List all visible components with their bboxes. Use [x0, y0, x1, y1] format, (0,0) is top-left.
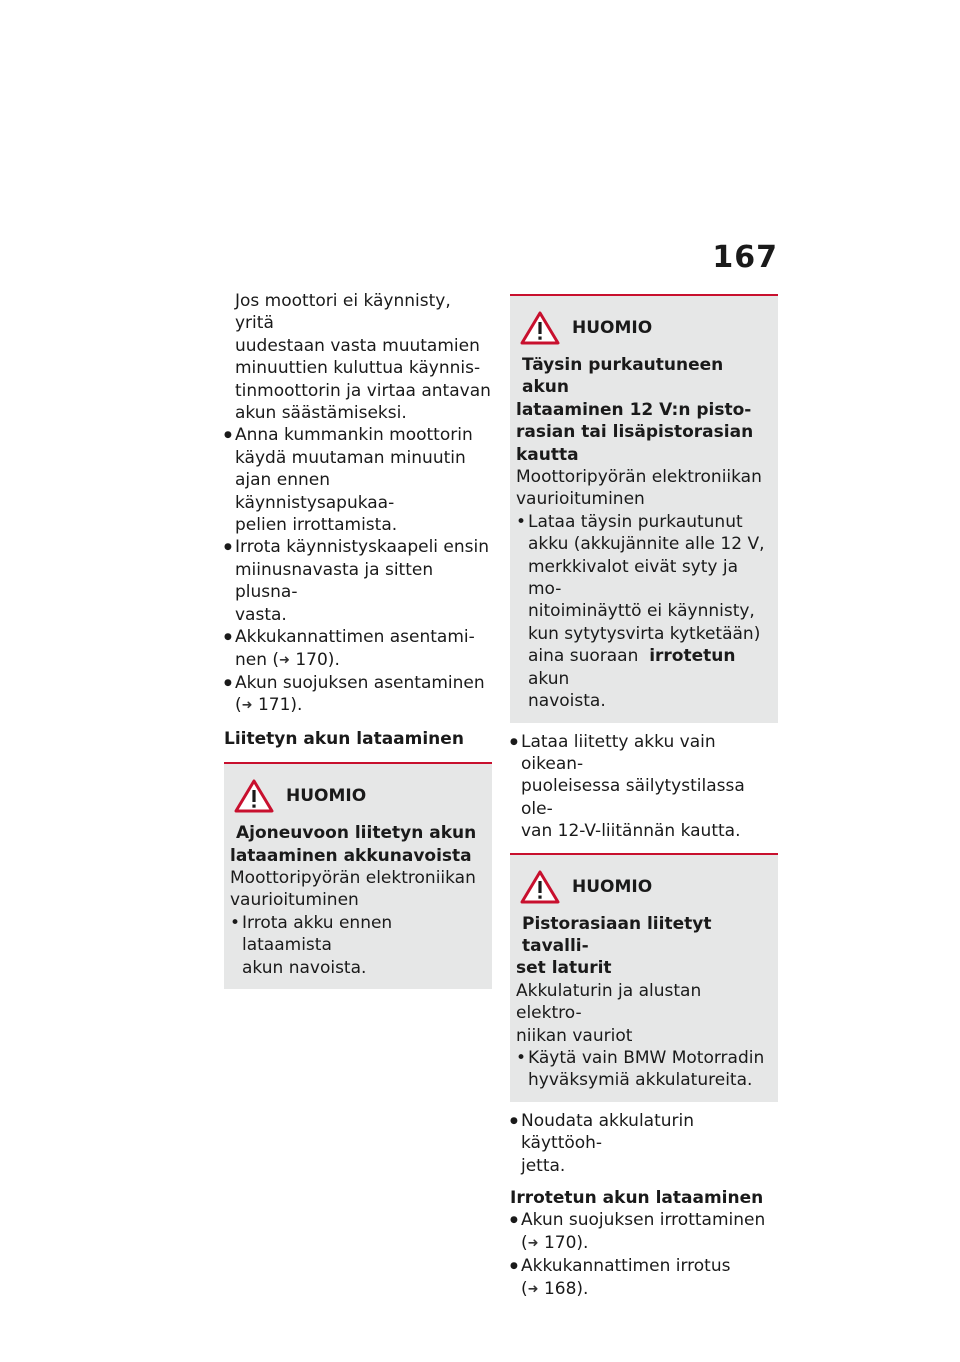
bullet-line: ● Noudata akkulaturin käyttöoh- — [521, 1110, 695, 1154]
sub-line — [528, 645, 772, 690]
notice-text: vaurioituminen — [516, 489, 645, 510]
right-column — [510, 294, 778, 1301]
page-number: 167 — [712, 240, 778, 275]
bullet-item — [224, 626, 492, 672]
ref-page: 171). — [257, 695, 303, 716]
ref-page: 170). — [295, 649, 340, 670]
bullet-line: ● Lataa liitetty akku vain oikean- — [521, 731, 716, 774]
bullet-line: ● Akkukannattimen asentami- — [235, 627, 475, 648]
bullet-line: jetta. — [521, 1155, 566, 1176]
sub-line: navoista. — [528, 691, 606, 712]
notice-box — [510, 294, 778, 723]
sub-line: • Käytä vain BMW Motorradin — [528, 1047, 765, 1068]
bullet-line: puoleisessa säilytystilassa ole- — [521, 776, 745, 819]
notice-title: Ajoneuvoon liitetyn akun — [236, 823, 477, 844]
bullet-line: vasta. — [235, 604, 287, 625]
notice-title: Pistorasiaan liitetyt tavalli- — [522, 913, 712, 956]
bullet-item — [510, 731, 778, 843]
left-column — [224, 290, 492, 997]
notice-box — [224, 762, 492, 989]
ref-prefix: nen ( — [235, 649, 280, 670]
page-reference-arrow-icon: ➜ — [241, 698, 253, 714]
sub-line: akku (akkujännite alle 12 V, — [528, 534, 765, 555]
notice-title: rasian tai lisäpistorasian — [516, 422, 754, 443]
notice-header — [516, 865, 772, 909]
warning-triangle-icon — [234, 779, 274, 813]
sub-text: aina suoraan — [528, 646, 639, 667]
bullet-line: ● Akun suojuksen asentaminen — [235, 672, 485, 693]
bullet-item — [510, 1255, 778, 1301]
bullet-line: ajan ennen käynnistysapukaa- — [235, 470, 395, 513]
notice-header — [230, 774, 486, 818]
bullet-line: ● Akkukannattimen irrotus — [521, 1256, 731, 1277]
sub-line: akun navoista. — [242, 957, 367, 978]
bullet-line: käydä muutaman minuutin — [235, 447, 466, 468]
notice-text: Moottoripyörän elektroniikan — [230, 867, 476, 888]
bullet-item — [224, 672, 492, 718]
notice-label: HUOMIO — [572, 876, 653, 897]
notice-header — [516, 306, 772, 350]
bullet-item — [510, 1110, 778, 1177]
intro-line: minuuttien kuluttua käynnis- — [235, 358, 481, 379]
page-reference-arrow-icon: ➜ — [527, 1281, 539, 1297]
notice-text: niikan vauriot — [516, 1025, 633, 1046]
bullet-line: ● Akun suojuksen irrottaminen — [521, 1210, 766, 1231]
ref-prefix: ( — [521, 1278, 528, 1299]
bullet-item — [224, 424, 492, 536]
bullet-line: miinusnavasta ja sitten plusna- — [235, 559, 434, 603]
section-heading: Irrotetun akun lataaminen — [510, 1188, 764, 1208]
notice-label: HUOMIO — [572, 318, 653, 338]
notice-title: kautta — [516, 444, 579, 465]
notice-text: vaurioituminen — [230, 890, 359, 911]
ref-prefix: ( — [521, 1232, 528, 1253]
notice-text: Akkulaturin ja alustan elektro- — [516, 980, 702, 1024]
intro-paragraph — [224, 290, 492, 424]
warning-triangle-icon — [520, 870, 560, 904]
page-reference[interactable] — [521, 1278, 778, 1301]
bullet-item — [510, 1209, 778, 1255]
page-reference[interactable] — [521, 1232, 778, 1255]
page-reference[interactable] — [235, 694, 492, 717]
notice-title: lataaminen akkunavoista — [230, 845, 472, 866]
notice-text: Moottoripyörän elektroniikan — [516, 467, 762, 488]
intro-line: Jos moottori ei käynnisty, yritä — [235, 291, 451, 334]
notice-title: lataaminen 12 V:n pisto- — [516, 399, 752, 420]
notice-box — [510, 853, 778, 1102]
page-reference-arrow-icon: ➜ — [279, 652, 290, 668]
ref-prefix: ( — [235, 695, 242, 716]
sub-line: • Irrota akku ennen lataamista — [242, 912, 393, 956]
sub-text: akun — [528, 668, 570, 689]
bullet-line: ● Anna kummankin moottorin — [235, 425, 473, 446]
page-reference-arrow-icon: ➜ — [527, 1235, 539, 1251]
notice-sub-item — [516, 511, 772, 713]
sub-line: • Lataa täysin purkautunut — [528, 511, 743, 532]
notice-label: HUOMIO — [286, 786, 367, 807]
sub-emphasis: irrotetun — [649, 646, 736, 667]
bullet-item — [224, 536, 492, 626]
sub-line: nitoiminäyttö ei käynnisty, — [528, 601, 755, 622]
intro-line: akun säästämiseksi. — [235, 403, 407, 424]
ref-page: 168). — [543, 1278, 589, 1299]
ref-page: 170). — [543, 1232, 589, 1253]
sub-line: kun sytytysvirta kytketään) — [528, 623, 761, 644]
bullet-line: pelien irrottamista. — [235, 515, 398, 536]
sub-line: hyväksymiä akkulatureita. — [528, 1070, 753, 1091]
notice-title: Täysin purkautuneen akun — [522, 355, 724, 398]
bullet-line: van 12-V-liitännän kautta. — [521, 821, 741, 842]
intro-line: tinmoottorin ja virtaa antavan — [235, 380, 491, 401]
sub-line: merkkivalot eivät syty ja mo- — [528, 556, 739, 600]
notice-sub-item — [230, 912, 486, 979]
section-heading: Liitetyn akun lataaminen — [224, 728, 464, 749]
intro-line: uudestaan vasta muutamien — [235, 335, 480, 356]
warning-triangle-icon — [520, 311, 560, 345]
notice-sub-item — [516, 1047, 772, 1092]
notice-title: set laturit — [516, 958, 612, 979]
page-reference[interactable] — [235, 649, 492, 672]
bullet-line: ● Irrota käynnistyskaapeli ensin — [235, 537, 490, 558]
